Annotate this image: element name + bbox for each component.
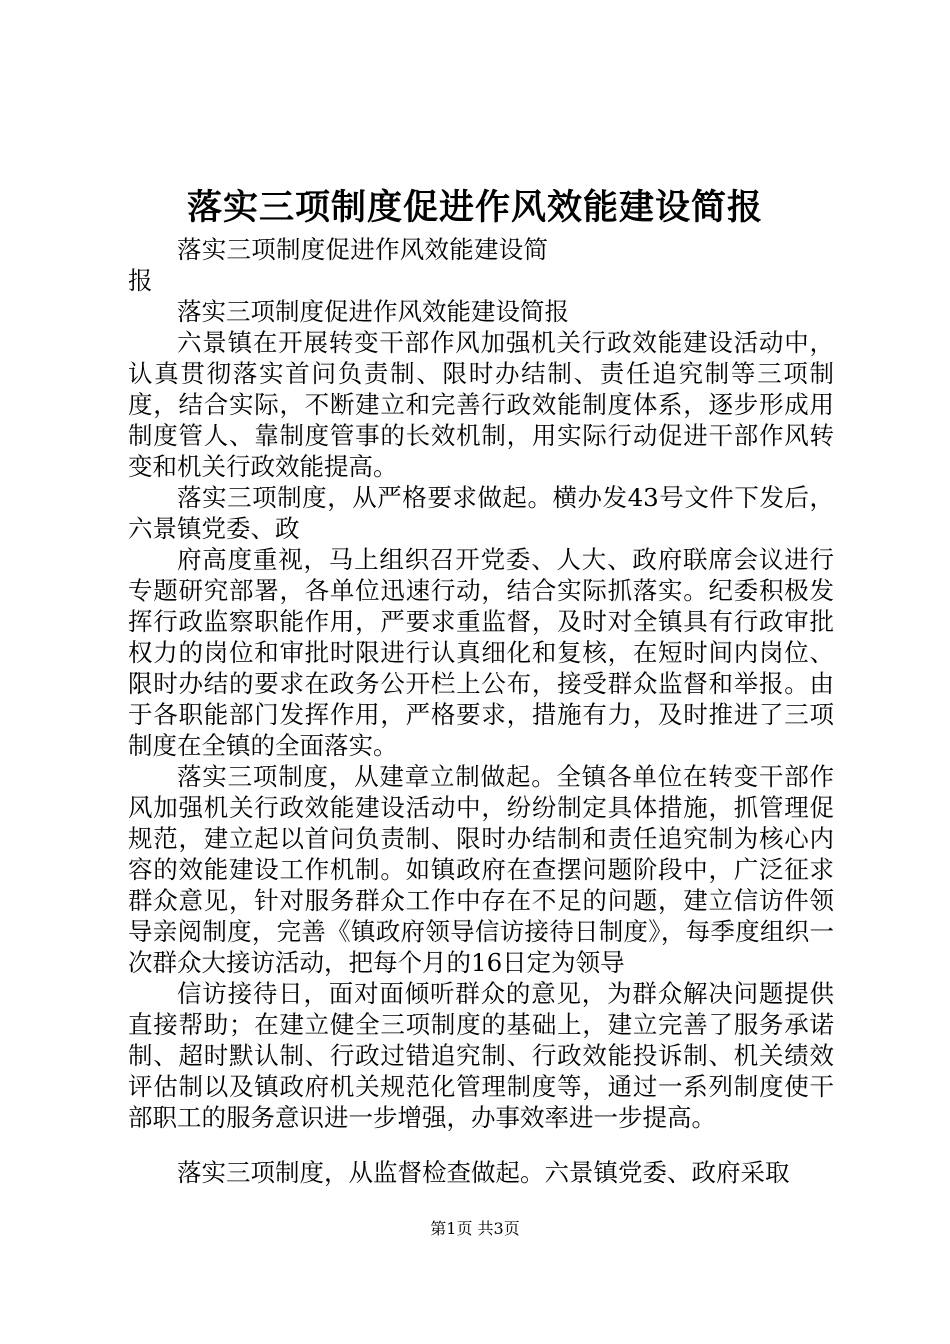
document-body: [128, 234, 834, 1188]
intro-paragraph: 六景镇在开展转变干部作风加强机关行政效能建设活动中，认真贯彻落实首问负责制、限时办结制、责任追究制等三项制度，结合实际，不断建立和完善行政效能制度体系，逐步形成用制度管人、靠制度管事的长效机制，用实际行动促进干部作风转变和机关行政效能提高。: [128, 328, 834, 481]
body-paragraph: 落实三项制度，从建章立制做起。全镇各单位在转变干部作风加强机关行政效能建设活动中，纷纷制定具体措施，抓管理促规范，建立起以首问负责制、限时办结制和责任追究制为核心内容的效能建设工作机制。如镇政府在查摆问题阶段中，广泛征求群众意见，针对服务群众工作中存在不足的问题，建立信访件领导亲阅制度，完善《镇政府领导信访接待日制度》，每季度组织一次群众大接访活动，把每个月的16日定为领导: [128, 762, 834, 977]
body-paragraph: 落实三项制度，从监督检查做起。六景镇党委、政府采取: [177, 1158, 790, 1187]
body-paragraph: 府高度重视，马上组织召开党委、人大、政府联席会议进行专题研究部署，各单位迅速行动，结合实际抓落实。纪委积极发挥行政监察职能作用，严要求重监督，及时对全镇具有行政审批权力的岗位和审批时限进行认真细化和复核，在短时间内岗位、限时办结的要求在政务公开栏上公布，接受群众监督和举报。由于各职能部门发挥作用，严格要求，措施有力，及时推进了三项制度在全镇的全面落实。: [128, 545, 834, 760]
subtitle-paragraph: 落实三项制度促进作风效能建设简报: [128, 235, 548, 295]
page-number-footer: 第1页 共3页: [430, 1219, 520, 1238]
document-title: 落实三项制度促进作风效能建设简报: [186, 187, 763, 228]
subtitle-paragraph-repeat: 落实三项制度促进作风效能建设简报: [177, 297, 569, 326]
body-paragraph: 落实三项制度，从严格要求做起。横办发43号文件下发后，六景镇党委、政: [128, 483, 834, 543]
body-paragraph: 信访接待日，面对面倾听群众的意见，为群众解决问题提供直接帮助；在建立健全三项制度的基础上，建立完善了服务承诺制、超时默认制、行政过错追究制、行政效能投诉制、机关绩效评估制以及镇政府机关规范化管理制度等，通过一系列制度使干部职工的服务意识进一步增强，办事效率进一步提高。: [128, 979, 834, 1132]
